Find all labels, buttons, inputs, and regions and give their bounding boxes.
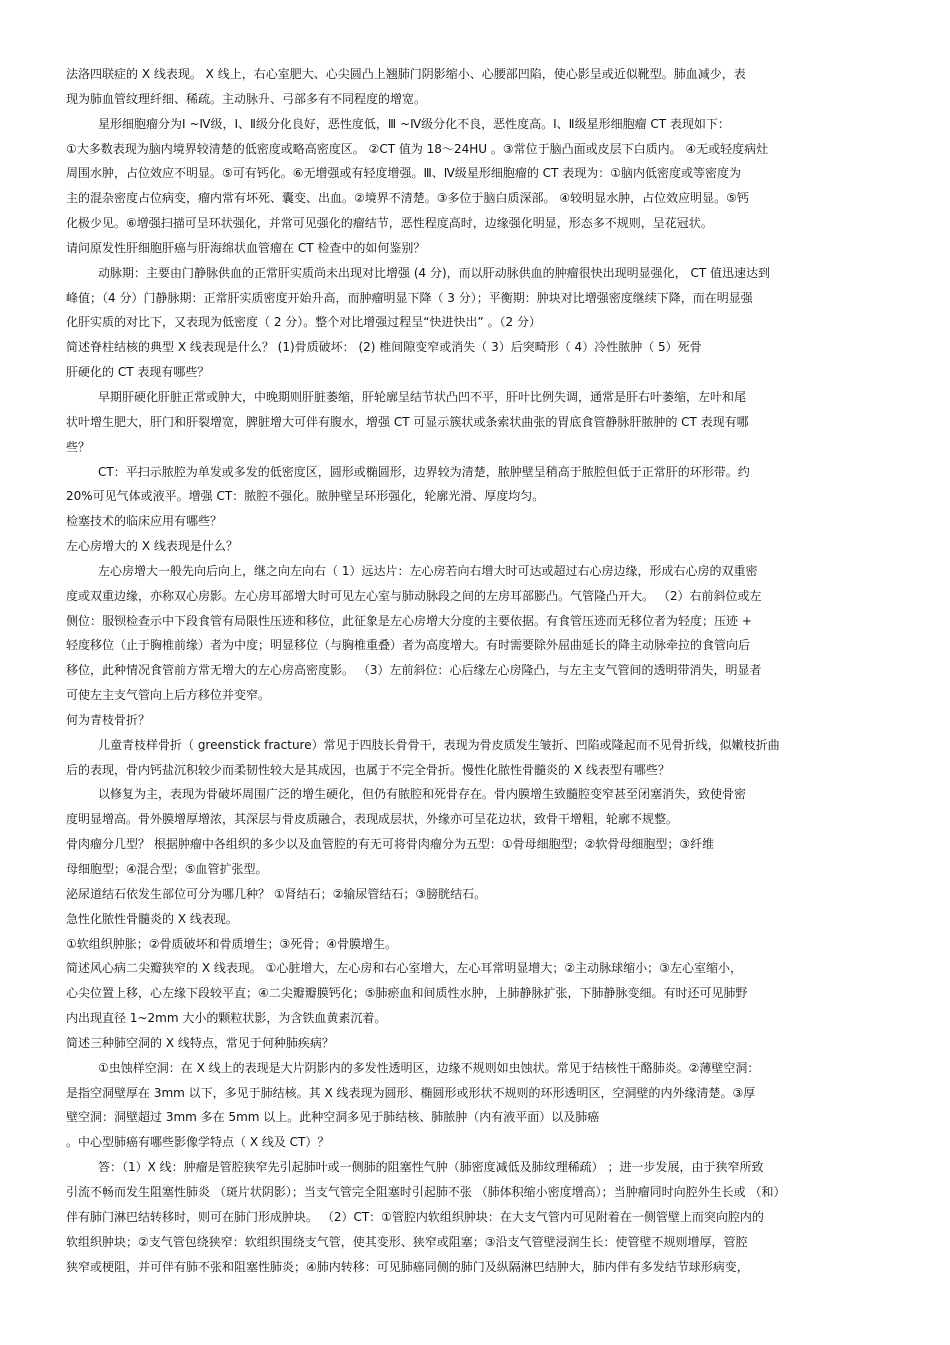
- text-line: 左心房增大的 X 线表现是什么？: [66, 539, 238, 554]
- text-line: 骨肉瘤分几型？ 根据肿瘤中各组织的多少以及血管腔的有无可将骨肉瘤分为五型：①骨母细胞型；②软骨母细胞型；③纤维: [66, 837, 715, 852]
- text-line: 早期肝硬化肝脏正常或肿大，中晚期则肝脏萎缩，肝轮廓呈结节状凸凹不平，肝叶比例失调，通常是肝右叶萎缩，左叶和尾: [98, 389, 747, 404]
- text-line: 泌尿道结石依发生部位可分为哪几种？ ①肾结石；②输尿管结石；③膀胱结石。: [66, 886, 487, 901]
- text-line: 状叶增生肥大，肝门和肝裂增宽，脾脏增大可伴有腹水，增强 CT 可显示簇状或条索状曲张的胃底食管静脉肝脓肿的 CT 表现有哪: [66, 414, 749, 429]
- text-line: 何为青枝骨折？: [66, 712, 151, 727]
- text-line: 简述脊柱结核的典型 X 线表现是什么？ (1)骨质破坏： (2) 椎间隙变窄或消失（ 3）后突畸形（ 4）冷性脓肿（ 5）死骨: [66, 340, 702, 355]
- text-line: 检塞技术的临床应用有哪些？: [66, 514, 223, 529]
- text-line: 简述三种肺空洞的 X 线特点，常见于何种肺疾病？: [66, 1035, 334, 1050]
- text-line: 肝硬化的 CT 表现有哪些？: [66, 365, 210, 380]
- text-line: 请问原发性肝细胞肝癌与肝海绵状血管瘤在 CT 检查中的如何鉴别？: [66, 240, 426, 255]
- text-line: 化肝实质的对比下，又表现为低密度（ 2 分）。整个对比增强过程呈“快进快出” 。（2 分）: [66, 315, 541, 330]
- text-line: 化极少见。⑥增强扫描可呈环状强化，并常可见强化的瘤结节，恶性程度高时，边缘强化明显，形态多不规则，呈花冠状。: [66, 216, 713, 231]
- text-line: 动脉期：主要由门静脉供血的正常肝实质尚未出现对比增强 (4 分)，而以肝动脉供血的肿瘤很快出现明显强化， CT 值迅速达到: [98, 265, 770, 280]
- text-line: 移位，此种情况食管前方常无增大的左心房高密度影。 （3）左前斜位：心后缘左心房隆凸，与左主支气管间的透明带消失，明显者: [66, 663, 762, 678]
- text-line: ①虫蚀样空洞：在 X 线上的表现是大片阴影内的多发性透明区，边缘不规则如虫蚀状。常见于结核性干酪肺炎。②薄壁空洞：: [98, 1060, 760, 1075]
- text-line: 可使左主支气管向上后方移位并变窄。: [66, 688, 271, 703]
- text-line: 星形细胞瘤分为Ⅰ ~Ⅳ级，Ⅰ、Ⅱ级分化良好，恶性度低，Ⅲ ~Ⅳ级分化不良，恶性度高。Ⅰ、Ⅱ级星形细胞瘤 CT 表现如下：: [98, 116, 730, 131]
- text-line: 儿童青枝样骨折（ greenstick fracture）常见于四肢长骨骨干，表现为骨皮质发生皱折、凹陷或隆起而不见骨折线，似嫩枝折曲: [98, 737, 780, 752]
- text-line: 内出现直径 1~2mm 大小的颗粒状影，为含铁血黄素沉着。: [66, 1011, 387, 1026]
- text-line: ①软组织肿胀；②骨质破坏和骨质增生；③死骨；④骨膜增生。: [66, 936, 398, 951]
- text-line: 引流不畅而发生阻塞性肺炎 （斑片状阴影）；当支气管完全阻塞时引起肺不张 （肺体积缩小密度增高）；当肿瘤同时向腔外生长或 （和）: [66, 1184, 786, 1199]
- text-line: 现为肺血管纹理纤细、稀疏。主动脉升、弓部多有不同程度的增宽。: [66, 91, 427, 106]
- text-line: 答：（1）X 线：肿瘤是管腔狭窄先引起肺叶或一侧肺的阻塞性气肿（肺密度减低及肺纹理稀疏） ；进一步发展，由于狭窄所致: [98, 1160, 764, 1175]
- text-line: 简述风心病二尖瓣狭窄的 X 线表现。 ①心脏增大，左心房和右心室增大，左心耳常明显增大；②主动脉球缩小；③左心室缩小，: [66, 961, 742, 976]
- document-body: [66, 62, 884, 1279]
- text-line: 侧位：服钡检查示中下段食管有局限性压迹和移位，此征象是左心房增大分度的主要依据。有食管压迹而无移位者为轻度；压迹 +: [66, 613, 752, 628]
- text-line: 母细胞型；④混合型；⑤血管扩张型。: [66, 862, 268, 876]
- text-line: 度明显增高。骨外膜增厚增浓，其深层与骨皮质融合，表现成层状，外缘亦可呈花边状，致骨干增粗，轮廓不规整。: [66, 812, 679, 827]
- text-line: 20%可见气体或液平。增强 CT：脓腔不强化。脓肿壁呈环形强化，轮廓光滑、厚度均匀。: [66, 489, 545, 504]
- text-line: 度或双重边缘，亦称双心房影。左心房耳部增大时可见左心室与肺动脉段之间的左房耳部膨凸。气管隆凸开大。 （2）右前斜位或左: [66, 588, 762, 603]
- text-line: 法洛四联症的 X 线表现。 X 线上，右心室肥大、心尖圆凸上翘肺门阴影缩小、心腰部凹陷，使心影呈或近似靴型。肺血减少，表: [66, 67, 746, 81]
- text-line: 伴有肺门淋巴结转移时，则可在肺门形成肿块。 （2）CT：①管腔内软组织肿块：在大支气管内可见附着在一侧管壁上而突向腔内的: [66, 1209, 764, 1224]
- text-line: 急性化脓性骨髓炎的 X 线表现。: [66, 911, 238, 926]
- text-line: 是指空洞壁厚在 3mm 以下，多见于肺结核。其 X 线表现为圆形、椭圆形或形状不规则的环形透明区，空洞壁的内外缘清楚。③厚: [66, 1085, 756, 1100]
- text-line: 左心房增大一般先向后向上，继之向左向右（ 1）远达片：左心房若向右增大时可达或超过右心房边缘，形成右心房的双重密: [98, 563, 758, 578]
- text-line: 以修复为主，表现为骨破坏周围广泛的增生硬化，但仍有脓腔和死骨存在。骨内膜增生致髓腔变窄甚至闭塞消失，致使骨密: [98, 787, 747, 802]
- text-line: 。中心型肺癌有哪些影像学特点（ X 线及 CT）？: [66, 1135, 330, 1150]
- text-line: 轻度移位（止于胸椎前缘）者为中度；明显移位（与胸椎重叠）者为高度增大。有时需要除外屈曲延长的降主动脉牵拉的食管向后: [66, 638, 751, 653]
- text-line: 狭窄或梗阻，并可伴有肺不张和阻塞性肺炎；④肺内转移：可见肺癌同侧的肺门及纵隔淋巴结肿大，肺内伴有多发结节球形病变，: [66, 1259, 749, 1274]
- text-line: 软组织肿块；②支气管包绕狭窄：软组织围绕支气管，使其变形、狭窄或阻塞；③沿支气管壁浸润生长：使管壁不规则增厚，管腔: [66, 1234, 748, 1249]
- text-line: 周围水肿，占位效应不明显。⑤可有钙化。⑥无增强或有轻度增强。Ⅲ、Ⅳ级星形细胞瘤的 CT 表现为：①脑内低密度或等密度为: [66, 166, 741, 181]
- text-line: 后的表现，骨内钙盐沉积较少而柔韧性较大是其成因，也属于不完全骨折。慢性化脓性骨髓炎的 X 线表型有哪些？: [66, 762, 670, 777]
- text-line: ①大多数表现为脑内境界较清楚的低密度或略高密度区。 ②CT 值为 18～24HU 。③常位于脑凸面或皮层下白质内。 ④无或轻度病灶: [66, 141, 769, 156]
- text-line: 心尖位置上移，心左缘下段较平直；④二尖瓣瓣膜钙化；⑤肺瘀血和间质性水肿，上肺静脉扩张，下肺静脉变细。有时还可见肺野: [66, 986, 748, 1001]
- text-line: CT：平扫示脓腔为单发或多发的低密度区，圆形或椭圆形，边界较为清楚，脓肿壁呈稍高于脓腔但低于正常肝的环形带。约: [98, 464, 750, 479]
- text-line: 些？: [66, 439, 91, 454]
- text-line: 壁空洞：洞壁超过 3mm 多在 5mm 以上。此种空洞多见于肺结核、肺脓肿（内有液平面）以及肺癌: [66, 1110, 600, 1125]
- text-line: 主的混杂密度占位病变，瘤内常有坏死、囊变、出血。②境界不清楚。③多位于脑白质深部。 ④较明显水肿，占位效应明显。⑤钙: [66, 191, 749, 206]
- text-line: 峰值；（4 分）门静脉期：正常肝实质密度开始升高，而肿瘤明显下降（ 3 分）；平衡期：肿块对比增强密度继续下降，而在明显强: [66, 290, 753, 305]
